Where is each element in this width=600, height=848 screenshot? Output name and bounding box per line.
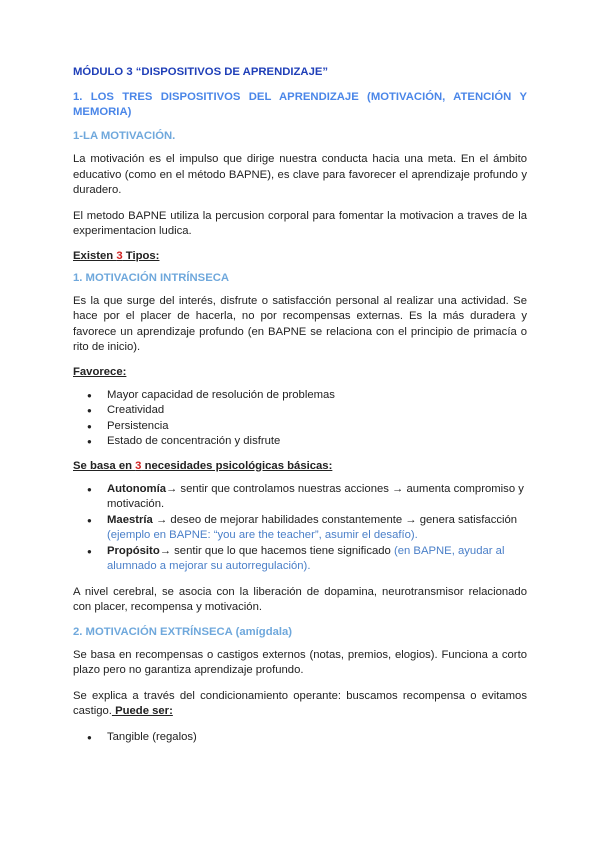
- motivacion-subheading: 1-LA MOTIVACIÓN.: [73, 130, 176, 142]
- tipos-heading: [73, 250, 527, 262]
- list-item: ● Creatividad: [107, 403, 527, 419]
- need-text: → sentir que controlamos nuestras acciones → aumenta compromiso y motivación.: [107, 482, 524, 510]
- necesidades-heading: [73, 460, 527, 472]
- needs-list: [73, 482, 527, 575]
- paragraph-cerebral: A nivel cerebral, se asocia con la liberación de dopamina, neurotransmisor relacionado con placer, recompensa y motivación.: [73, 585, 527, 613]
- paragraph-extrinseca: Se basa en recompensas o castigos externos (notas, premios, elogios). Funciona a corto plazo pero no garantiza aprendizaje profundo.: [73, 648, 527, 676]
- list-item: ● Estado de concentración y disfrute: [107, 434, 527, 450]
- need-note: (en BAPNE, ayudar al alumnado a mejorar su autorregulación).: [107, 544, 505, 572]
- favorece-list: [73, 388, 527, 450]
- list-item-autonomia: [107, 482, 527, 513]
- paragraph-intrinseca: Es la que surge del interés, disfrute o satisfacción personal al realizar una actividad. Se hace por el placer de hacerla, no por recompensas externas. Es la más duradera y favorece un aprendizaje profundo (en BAPNE se relaciona con el principio de primacía o rito de inicio).: [73, 294, 527, 353]
- puede-label: Puede ser:: [111, 705, 173, 717]
- list-item: ● Tangible (regalos): [107, 730, 527, 746]
- need-term: Propósito: [107, 544, 160, 557]
- need-text: → deseo de mejorar habilidades constantemente → genera satisfacción: [152, 513, 518, 526]
- list-item: ● Persistencia: [107, 419, 527, 435]
- need-term: Autonomía: [107, 482, 166, 495]
- paragraph-bapne: El metodo BAPNE utiliza la percusion corporal para fomentar la motivacion a traves de la experimentacion ludica.: [73, 209, 527, 237]
- tipos-post: Tipos:: [122, 249, 160, 262]
- extrinseca-list: [73, 730, 527, 746]
- need-note: (ejemplo en BAPNE: “you are the teacher”, asumir el desafío).: [107, 529, 418, 541]
- basa-num: 3: [135, 459, 142, 472]
- tipos-pre: Existen: [73, 249, 117, 262]
- need-text: → sentir que lo que hacemos tiene significado: [159, 544, 394, 557]
- favorece-label: Favorece:: [73, 365, 127, 378]
- tipos-num: 3: [116, 249, 123, 262]
- section-heading: 1. LOS TRES DISPOSITIVOS DEL APRENDIZAJE (MOTIVACIÓN, ATENCIÓN Y MEMORIA): [73, 91, 527, 118]
- list-item-proposito: [107, 544, 527, 575]
- need-term: Maestría: [107, 513, 153, 526]
- list-item-maestria: [107, 513, 527, 544]
- extrinseca-heading: 2. MOTIVACIÓN EXTRÍNSECA (amígdala): [73, 625, 293, 638]
- basa-pre: Se basa en: [73, 459, 136, 472]
- list-item: ● Mayor capacidad de resolución de problemas: [107, 388, 527, 404]
- basa-post: necesidades psicológicas básicas:: [141, 459, 333, 472]
- page-title: MÓDULO 3 “DISPOSITIVOS DE APRENDIZAJE”: [73, 66, 329, 78]
- intrinseca-heading: 1. MOTIVACIÓN INTRÍNSECA: [73, 271, 230, 284]
- paragraph-condicionamiento: [73, 689, 527, 720]
- document-page: [73, 66, 527, 755]
- condicionamiento-text: Se explica a través del condicionamiento operante: buscamos recompensa o evitamos castigo.: [73, 689, 527, 717]
- paragraph-motivacion: La motivación es el impulso que dirige nuestra conducta hacia una meta. En el ámbito educativo (como en el método BAPNE), es clave para favorecer el aprendizaje profundo y duradero.: [73, 153, 527, 196]
